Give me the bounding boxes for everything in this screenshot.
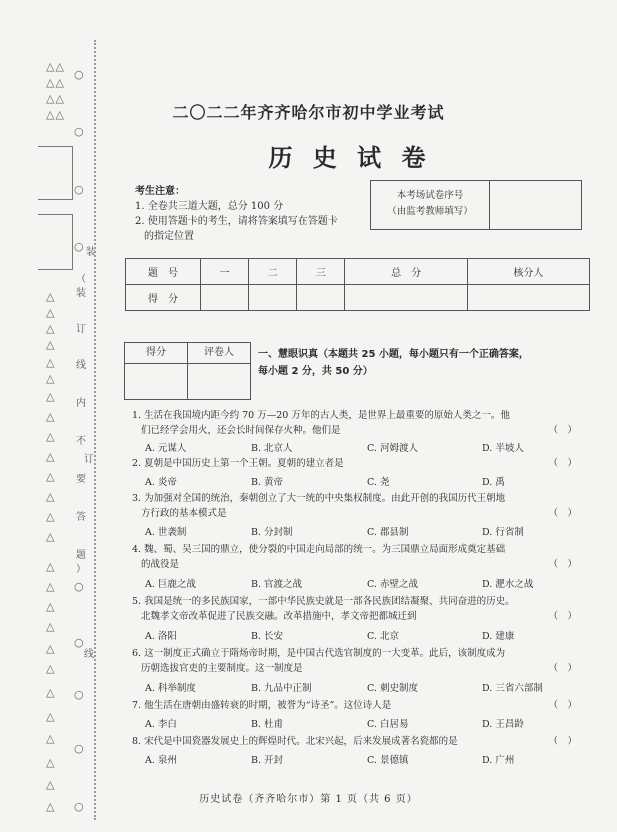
answer-bracket[interactable]: （ ） bbox=[548, 736, 577, 747]
option: B. 北京人 bbox=[251, 443, 293, 454]
triangle-icon: △ bbox=[46, 580, 56, 593]
question-text: 们已经学会用火，还会长时间保存火种。他们是 bbox=[141, 425, 341, 436]
option: B. 黄帝 bbox=[251, 477, 284, 488]
option: C. 刺史制度 bbox=[367, 683, 418, 694]
triangle-icon: △ bbox=[46, 560, 56, 573]
option: C. 白居易 bbox=[367, 719, 409, 730]
table-cell: 二 bbox=[249, 259, 297, 285]
seat-number-label bbox=[371, 181, 490, 229]
triangle-icon: △ bbox=[46, 778, 56, 791]
question bbox=[132, 542, 587, 572]
binding-text: 题 bbox=[76, 550, 86, 561]
option: A. 炎帝 bbox=[145, 477, 177, 488]
triangle-icon: △ bbox=[46, 732, 56, 745]
option: C. 河姆渡人 bbox=[367, 443, 418, 454]
triangle-icon: △ bbox=[46, 290, 56, 303]
binding-text: 内 bbox=[76, 398, 86, 409]
answer-bracket[interactable]: （ ） bbox=[548, 458, 577, 469]
section-title: 一、慧眼识真（本题共 25 小题，每小题只有一个正确答案， bbox=[258, 349, 529, 360]
option: C. 赤壁之战 bbox=[367, 579, 418, 590]
option: C. 北京 bbox=[367, 631, 399, 642]
question-text: 北魏孝文帝改革促进了民族交融。改革措施中，孝文帝把都城迁到 bbox=[141, 611, 417, 622]
option: B. 官渡之战 bbox=[251, 579, 303, 590]
option: D. 建康 bbox=[482, 631, 515, 642]
option: C. 尧 bbox=[367, 477, 390, 488]
seat-label-line2: （由监考教师填写） bbox=[387, 206, 473, 217]
triangle-icon: △ bbox=[46, 800, 56, 813]
grader-score-label: 得分 bbox=[125, 343, 188, 363]
grader-score-field[interactable] bbox=[125, 364, 188, 399]
option: A. 巨鹿之战 bbox=[145, 579, 196, 590]
seat-label-line1: 本考场试卷序号 bbox=[396, 190, 464, 201]
score-cell[interactable] bbox=[467, 285, 589, 311]
circle-icon: ○ bbox=[74, 688, 84, 701]
table-cell: 题 号 bbox=[126, 259, 201, 285]
answer-bracket[interactable]: （ ） bbox=[548, 663, 577, 674]
triangle-icon: △ bbox=[46, 390, 56, 403]
question bbox=[132, 456, 587, 471]
triangle-icon: △ bbox=[46, 372, 56, 385]
triangle-icon: △△ bbox=[46, 92, 65, 105]
score-cell[interactable] bbox=[297, 285, 345, 311]
option: A. 泉州 bbox=[145, 755, 177, 766]
triangle-icon: △ bbox=[46, 510, 56, 523]
binding-text: 装 bbox=[86, 247, 96, 258]
option: B. 杜甫 bbox=[251, 719, 284, 730]
question-text: 5. 我国是统一的多民族国家，一部中华民族史就是一部各民族团结凝聚、共同奋进的历史。 bbox=[132, 596, 515, 607]
score-table bbox=[125, 258, 590, 311]
triangle-icon: △ bbox=[46, 470, 56, 483]
option: A. 洛阳 bbox=[145, 631, 177, 642]
binding-text: 装 bbox=[76, 288, 86, 299]
answer-bracket[interactable]: （ ） bbox=[548, 611, 577, 622]
examinee-notice bbox=[135, 184, 375, 244]
question-text: 8. 宋代是中国瓷器发展史上的辉煌时代。北宋兴起，后来发展成著名瓷都的是 bbox=[132, 736, 458, 747]
grader-name-label: 评卷人 bbox=[204, 347, 234, 358]
table-cell: 核分人 bbox=[467, 259, 589, 285]
binding-text: 不 bbox=[76, 436, 86, 447]
question-text: 4. 魏、蜀、吴三国的鼎立，使分裂的中国走向局部的统一。为三国鼎立局面形成奠定基础 bbox=[132, 544, 506, 555]
score-cell[interactable] bbox=[345, 285, 467, 311]
notice-item: 1. 全卷共三道大题，总分 100 分 bbox=[135, 201, 284, 212]
question-text: 的战役是 bbox=[141, 559, 180, 570]
option: D. 行省制 bbox=[482, 527, 524, 538]
option: B. 九品中正制 bbox=[251, 683, 312, 694]
section-title-line2: 每小题 2 分，共 50 分） bbox=[258, 366, 373, 377]
binding-text: 要 bbox=[76, 474, 86, 485]
triangle-icon: △ bbox=[46, 642, 56, 655]
question bbox=[132, 734, 587, 749]
triangle-icon: △△ bbox=[46, 60, 65, 73]
option: A. 元谋人 bbox=[145, 443, 187, 454]
triangle-icon: △ bbox=[46, 686, 56, 699]
options-row bbox=[145, 524, 575, 538]
question bbox=[132, 491, 587, 521]
circle-icon: ○ bbox=[74, 183, 84, 196]
question bbox=[132, 408, 587, 438]
triangle-icon: △ bbox=[46, 662, 56, 675]
score-cell[interactable] bbox=[201, 285, 249, 311]
grader-box bbox=[124, 342, 251, 400]
table-row bbox=[126, 285, 590, 311]
option: C. 郡县制 bbox=[367, 527, 409, 538]
answer-bracket[interactable]: （ ） bbox=[548, 508, 577, 519]
triangle-icon: △ bbox=[46, 756, 56, 769]
paper-title: 历 史 试 卷 bbox=[268, 143, 432, 172]
binding-text: 订 bbox=[84, 454, 94, 465]
option: B. 分封制 bbox=[251, 527, 293, 538]
option: D. 三省六部制 bbox=[482, 683, 543, 694]
circle-icon: ○ bbox=[74, 636, 84, 649]
question-text: 历朝选拔官吏的主要制度。这一制度是 bbox=[141, 663, 303, 674]
table-row bbox=[126, 259, 590, 285]
circle-icon: ○ bbox=[74, 742, 84, 755]
options-row bbox=[145, 576, 575, 590]
triangle-icon: △ bbox=[46, 356, 56, 369]
triangle-icon: △△ bbox=[46, 108, 65, 121]
circle-icon: ○ bbox=[74, 125, 84, 138]
circle-icon: ○ bbox=[74, 240, 84, 253]
exam-title: 二〇二二年齐齐哈尔市初中学业考试 bbox=[172, 103, 445, 122]
section-heading bbox=[258, 346, 588, 380]
triangle-icon: △ bbox=[46, 710, 56, 723]
triangle-icon: △ bbox=[46, 306, 56, 319]
notice-item: 2. 使用答题卡的考生，请将答案填写在答题卡 bbox=[135, 216, 338, 227]
grader-name-field[interactable] bbox=[188, 364, 250, 399]
options-row bbox=[145, 716, 575, 730]
option: B. 开封 bbox=[251, 755, 284, 766]
table-cell: 得 分 bbox=[126, 285, 201, 311]
notice-heading: 考生注意： bbox=[135, 186, 185, 197]
circle-icon: ○ bbox=[74, 800, 84, 813]
answer-bracket[interactable]: （ ） bbox=[548, 700, 577, 711]
seat-number-box bbox=[370, 180, 582, 230]
option: D. 禹 bbox=[482, 477, 505, 488]
binding-text: 订 bbox=[76, 324, 86, 335]
seat-number-field[interactable] bbox=[490, 181, 581, 229]
option: D. 半坡人 bbox=[482, 443, 524, 454]
answer-bracket[interactable]: （ ） bbox=[548, 559, 577, 570]
notice-item: 的指定位置 bbox=[144, 231, 194, 242]
triangle-icon: △ bbox=[46, 410, 56, 423]
triangle-icon: △ bbox=[46, 430, 56, 443]
page-footer: 历史试卷（齐齐哈尔市）第 1 页（共 6 页） bbox=[199, 794, 418, 805]
option: A. 科举制度 bbox=[145, 683, 196, 694]
question-text: 2. 夏朝是中国历史上第一个王朝。夏朝的建立者是 bbox=[132, 458, 344, 469]
option: A. 世袭制 bbox=[145, 527, 187, 538]
question-text: 7. 他生活在唐朝由盛转衰的时期，被誉为“诗圣”。这位诗人是 bbox=[132, 700, 392, 711]
triangle-icon: △ bbox=[46, 530, 56, 543]
triangle-icon: △ bbox=[46, 490, 56, 503]
binding-margin bbox=[46, 0, 116, 832]
question bbox=[132, 698, 587, 713]
triangle-icon: △ bbox=[46, 600, 56, 613]
option: D. 广州 bbox=[482, 755, 515, 766]
triangle-icon: △ bbox=[46, 620, 56, 633]
option: B. 长安 bbox=[251, 631, 284, 642]
table-cell: 总 分 bbox=[345, 259, 467, 285]
binding-text: （ bbox=[76, 274, 86, 285]
circle-icon: ○ bbox=[74, 68, 84, 81]
option: A. 李白 bbox=[145, 719, 177, 730]
options-row bbox=[145, 628, 575, 642]
options-row bbox=[145, 680, 575, 694]
triangle-icon: △ bbox=[46, 450, 56, 463]
circle-icon: ○ bbox=[74, 580, 84, 593]
table-cell: 三 bbox=[297, 259, 345, 285]
binding-text: 线 bbox=[76, 360, 86, 371]
question bbox=[132, 594, 587, 624]
option: D. 淝水之战 bbox=[482, 579, 534, 590]
score-cell[interactable] bbox=[249, 285, 297, 311]
question bbox=[132, 646, 587, 676]
option: C. 景德镇 bbox=[367, 755, 409, 766]
table-cell: 一 bbox=[201, 259, 249, 285]
question-text: 6. 这一制度正式确立于隋炀帝时期，是中国古代选官制度的一大变革。此后，该制度成为 bbox=[132, 648, 506, 659]
option: D. 王昌龄 bbox=[482, 719, 524, 730]
options-row bbox=[145, 752, 575, 766]
binding-box bbox=[38, 214, 73, 270]
binding-text: 线 bbox=[84, 649, 94, 660]
triangle-icon: △△ bbox=[46, 76, 65, 89]
question-text: 3. 为加强对全国的统治，秦朝创立了大一统的中央集权制度。由此开创的我国历代王朝地 bbox=[132, 493, 506, 504]
options-row bbox=[145, 440, 575, 454]
binding-text: 答 bbox=[76, 512, 86, 523]
triangle-icon: △ bbox=[46, 338, 56, 351]
triangle-icon: △ bbox=[46, 322, 56, 335]
options-row bbox=[145, 474, 575, 488]
answer-bracket[interactable]: （ ） bbox=[548, 425, 577, 436]
binding-text: ） bbox=[76, 564, 86, 575]
question-text: 方行政的基本模式是 bbox=[141, 508, 227, 519]
question-text: 1. 生活在我国境内距今约 70 万—20 万年的古人类，是世界上最重要的原始人类之一。他 bbox=[132, 410, 510, 421]
